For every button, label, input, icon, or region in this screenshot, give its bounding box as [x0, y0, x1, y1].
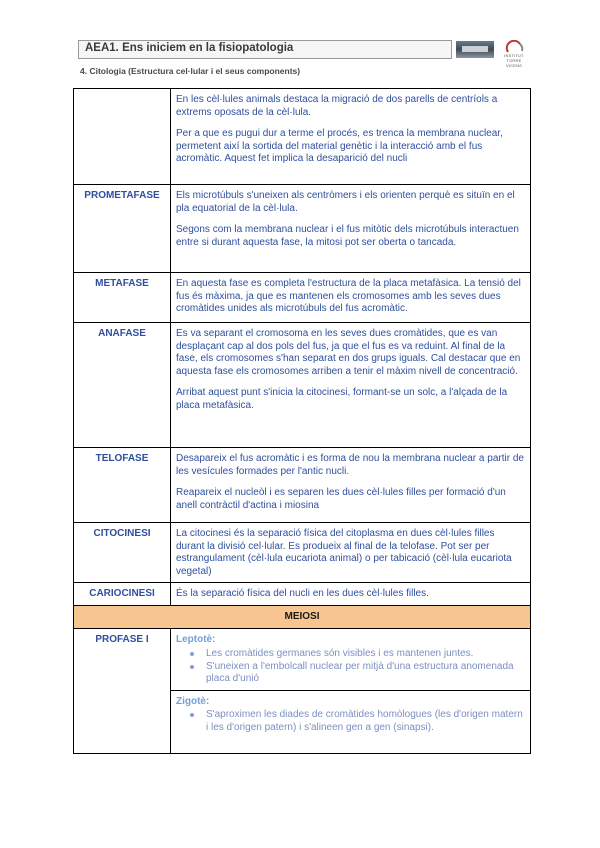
phase-label: ANAFASE [74, 323, 171, 448]
school-logo [498, 40, 530, 68]
list-item: S'uneixen a l'embolcall nuclear per mitjà d'una estructura anomenada placa d'unió [206, 661, 525, 686]
leptote-section [171, 629, 531, 690]
document-title: AEA1. Ens iniciem en la fisiopatologia [85, 42, 294, 54]
zigote-section [171, 690, 531, 753]
phase-description [171, 185, 531, 273]
phase-label: TELOFASE [74, 448, 171, 523]
header-photo-logo [456, 41, 494, 58]
phase-label: CITOCINESI [74, 523, 171, 583]
paragraph: La citocinesi és la separació física del citoplasma en dues cèl·lules filles durant la divisió cel·lular. Es produeix al final de la telofase. Pot ser per estrangulament (cèl·lula eucariota animal) o per tabicació (cèl·lula eucariota vegetal) [176, 528, 512, 577]
phase-description [171, 448, 531, 523]
paragraph: Els microtúbuls s'uneixen als centròmers i els orienten perquè es situïn en el pla equatorial de la cèl·lula. [176, 190, 515, 214]
phase-description [171, 523, 531, 583]
meiosi-heading: MEIOSI [74, 606, 531, 629]
table-row [74, 629, 531, 690]
table-row [74, 583, 531, 606]
phase-label: PROMETAFASE [74, 185, 171, 273]
phase-description [171, 323, 531, 448]
paragraph: Desapareix el fus acromàtic i es forma de nou la membrana nuclear a partir de les vesícules formades per l'antic nucli. [176, 453, 524, 477]
school-logo-icon [498, 40, 530, 54]
paragraph: Per a que es pugui dur a terme el procés, es trenca la membrana nuclear, permetent així la sortida del material genètic i la interacció amb el fus acromàtic. Aquest fet implica la desaparició del nucli [176, 128, 503, 165]
leptote-list [176, 648, 525, 686]
table-row [74, 185, 531, 273]
list-item: Les cromàtides germanes són visibles i es mantenen juntes. [206, 648, 525, 661]
table-row [74, 523, 531, 583]
phase-label [74, 89, 171, 185]
document-header [78, 40, 452, 59]
paragraph: Arribat aquest punt s'inicia la citocinesi, formant-se un solc, a l'alçada de la placa metafàsica. [176, 387, 508, 411]
phase-description [171, 583, 531, 606]
paragraph: Es va separant el cromosoma en les seves dues cromàtides, que es van desplaçant cap al dos pols del fus, ja que el fus es va reduint. Al final de la fase, els cromosomes s'han separat en dos grups iguals. Cal destacar que en aquesta fase els cromosomes arriben a tenir el màxim nivell de concentració. [176, 328, 521, 377]
paragraph: Reapareix el nucleòl i es separen les dues cèl·lules filles per formació d'un anell contràctil d'actina i miosina [176, 487, 506, 511]
leptote-title: Leptotè: [176, 634, 216, 646]
paragraph: Segons com la membrana nuclear i el fus mitòtic dels microtúbuls interactuen entre si durant aquesta fase, la mitosi pot ser oberta o tancada. [176, 224, 519, 248]
phases-table [73, 88, 531, 754]
paragraph: És la separació física del nucli en les dues cèl·lules filles. [176, 588, 429, 600]
meiosi-header-row [74, 606, 531, 629]
list-item: S'aproximen les diades de cromàtides homòlogues (les d'origen matern i les d'origen patern) i s'alineen gen a gen (sinapsi). [206, 709, 525, 734]
table-row [74, 89, 531, 185]
table-row [74, 273, 531, 323]
zigote-title: Zigotè: [176, 695, 210, 707]
profase-label: PROFASE I [74, 629, 171, 753]
phase-label: CARIOCINESI [74, 583, 171, 606]
zigote-list [176, 709, 525, 734]
paragraph: En les cèl·lules animals destaca la migració de dos parells de centríols a extrems oposats de la cèl·lula. [176, 94, 498, 118]
section-subtitle: 4. Citologia (Estructura cel·lular i el seus components) [80, 66, 301, 76]
phase-description [171, 89, 531, 185]
paragraph: En aquesta fase es completa l'estructura de la placa metafàsica. La tensió del fus és màxima, ja que es mantenen els cromosomes amb les seves dues cromàtides unides als microtúbuls del fus acromàtic. [176, 278, 521, 315]
table-row [74, 323, 531, 448]
table-row [74, 448, 531, 523]
school-logo-text: INSTITUT TORRE VICENS [504, 53, 524, 68]
phase-description [171, 273, 531, 323]
phase-label: METAFASE [74, 273, 171, 323]
